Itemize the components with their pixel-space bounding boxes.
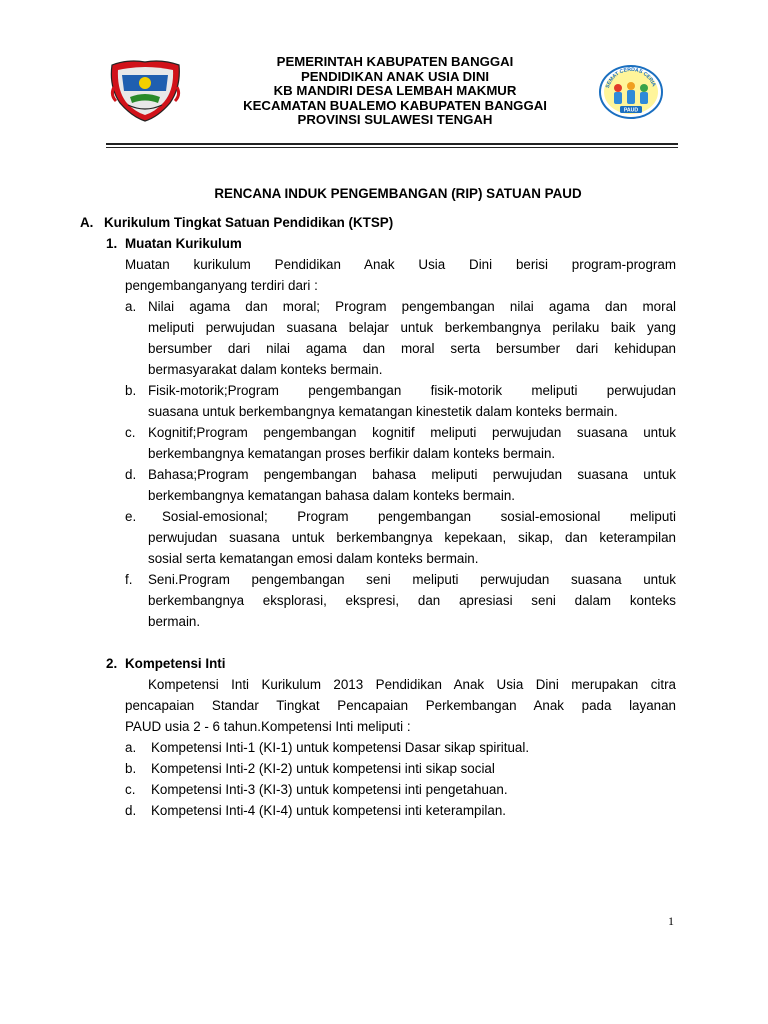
subsection-marker: 2. <box>106 656 118 671</box>
list-item-continuation <box>78 611 690 632</box>
paragraph-text: Muatan kurikulum Pendidikan Anak Usia Dini berisi program-program <box>125 257 676 272</box>
paragraph-text: pencapaian Standar Tingkat Pencapaian Perkembangan Anak pada layanan <box>125 698 676 713</box>
list-item-text: bermasyarakat dalam konteks bermain. <box>148 362 383 377</box>
list-item-text: Kompetensi Inti-4 (KI-4) untuk kompetensi inti keterampilan. <box>151 803 507 818</box>
list-item-continuation <box>78 401 690 422</box>
list-marker: a. <box>125 740 137 755</box>
paud-logo-arc-text: SEMAT CERDAS CERIA <box>604 66 657 89</box>
section-title: Kurikulum Tingkat Satuan Pendidikan (KTSP) <box>104 215 394 230</box>
list-marker: f. <box>125 572 133 587</box>
list-item-text: perwujudan suasana untuk berkembangnya kepekaan, sikap, dan keterampilan <box>148 530 676 545</box>
list-item <box>78 422 690 443</box>
list-item-text: Nilai agama dan moral; Program pengembangan nilai agama dan moral <box>148 299 676 314</box>
list-marker: a. <box>125 299 137 314</box>
letterhead-divider-thick <box>106 143 678 145</box>
spacer <box>78 632 690 653</box>
list-item-text: bersumber dari nilai agama dan moral serta bersumber dari kehidupan <box>148 341 676 356</box>
list-item <box>78 800 690 821</box>
list-item <box>78 779 690 800</box>
list-item-continuation <box>78 359 690 380</box>
list-item-continuation <box>78 317 690 338</box>
list-marker: c. <box>125 782 136 797</box>
banggai-emblem-logo <box>108 57 183 122</box>
list-item <box>78 296 690 317</box>
subsection-2-heading <box>78 653 690 674</box>
list-item-continuation <box>78 527 690 548</box>
letterhead-line: KB MANDIRI DESA LEMBAH MAKMUR <box>273 83 517 99</box>
list-item-text: sosial serta kematangan emosi dalam konteks bermain. <box>148 551 479 566</box>
list-item <box>78 758 690 779</box>
list-item-text: Kognitif;Program pengembangan kognitif meliputi perwujudan suasana untuk <box>148 425 676 440</box>
letterhead-line: PROVINSI SULAWESI TENGAH <box>297 112 493 128</box>
list-item <box>78 569 690 590</box>
list-item <box>78 506 690 527</box>
list-item-text: Seni.Program pengembangan seni meliputi perwujudan suasana untuk <box>148 572 676 587</box>
list-marker: d. <box>125 467 137 482</box>
paragraph-text: PAUD usia 2 - 6 tahun.Kompetensi Inti meliputi : <box>125 719 411 734</box>
paragraph-line <box>78 254 690 275</box>
list-item-text: berkembangnya kematangan proses berfikir dalam konteks bermain. <box>148 446 556 461</box>
section-marker: A. <box>80 215 94 230</box>
list-item-text: meliputi perwujudan suasana belajar untuk berkembangnya perilaku baik yang <box>148 320 676 335</box>
letterhead-divider-thin <box>106 147 678 148</box>
list-marker: d. <box>125 803 137 818</box>
paragraph-text: pengembanganyang terdiri dari : <box>125 278 318 293</box>
paud-logo-label: PAUD <box>623 107 639 114</box>
list-marker: b. <box>125 383 137 398</box>
section-a-heading <box>78 212 690 233</box>
page-number: 1 <box>668 914 674 928</box>
document-body <box>78 212 690 821</box>
list-item-text: Sosial-emosional; Program pengembangan sosial-emosional meliputi <box>162 509 676 524</box>
list-marker: b. <box>125 761 137 776</box>
list-marker: e. <box>125 509 137 524</box>
list-item-continuation <box>78 590 690 611</box>
list-item-continuation <box>78 485 690 506</box>
list-item <box>78 464 690 485</box>
letterhead-line: PENDIDIKAN ANAK USIA DINI <box>300 68 490 84</box>
paud-logo <box>598 64 664 120</box>
list-item-continuation <box>78 338 690 359</box>
list-item-text: Kompetensi Inti-2 (KI-2) untuk kompetensi inti sikap social <box>151 761 495 776</box>
list-item-text: Fisik-motorik;Program pengembangan fisik-motorik meliputi perwujudan <box>148 383 676 398</box>
letterhead-line: PEMERINTAH KABUPATEN BANGGAI <box>276 54 514 69</box>
list-item-text: bermain. <box>148 614 201 629</box>
list-item-text: suasana untuk berkembangnya kematangan kinestetik dalam konteks bermain. <box>148 404 618 419</box>
subsection-title: Kompetensi Inti <box>125 656 226 671</box>
paragraph-line <box>78 275 690 296</box>
list-item <box>78 380 690 401</box>
list-item-text: berkembangnya eksplorasi, ekspresi, dan apresiasi seni dalam konteks <box>148 593 676 608</box>
document-title: RENCANA INDUK PENGEMBANGAN (RIP) SATUAN PAUD <box>214 186 582 201</box>
list-item-text: Kompetensi Inti-3 (KI-3) untuk kompetensi inti pengetahuan. <box>151 782 508 797</box>
list-item-text: Bahasa;Program pengembangan bahasa meliputi perwujudan suasana untuk <box>148 467 676 482</box>
subsection-1-heading <box>78 233 690 254</box>
paragraph-line <box>78 716 690 737</box>
letterhead-text <box>195 55 595 128</box>
subsection-title: Muatan Kurikulum <box>125 236 242 251</box>
list-item-text: berkembangnya kematangan bahasa dalam konteks bermain. <box>148 488 515 503</box>
list-marker: c. <box>125 425 136 440</box>
list-item-continuation <box>78 548 690 569</box>
list-item-continuation <box>78 443 690 464</box>
list-item-text: Kompetensi Inti-1 (KI-1) untuk kompetensi Dasar sikap spiritual. <box>151 740 530 755</box>
paragraph-line <box>78 695 690 716</box>
paragraph-text: Kompetensi Inti Kurikulum 2013 Pendidikan Anak Usia Dini merupakan citra <box>148 677 676 692</box>
letterhead-line: KECAMATAN BUALEMO KABUPATEN BANGGAI <box>243 97 547 113</box>
paragraph-line <box>78 674 690 695</box>
subsection-marker: 1. <box>106 236 118 251</box>
list-item <box>78 737 690 758</box>
